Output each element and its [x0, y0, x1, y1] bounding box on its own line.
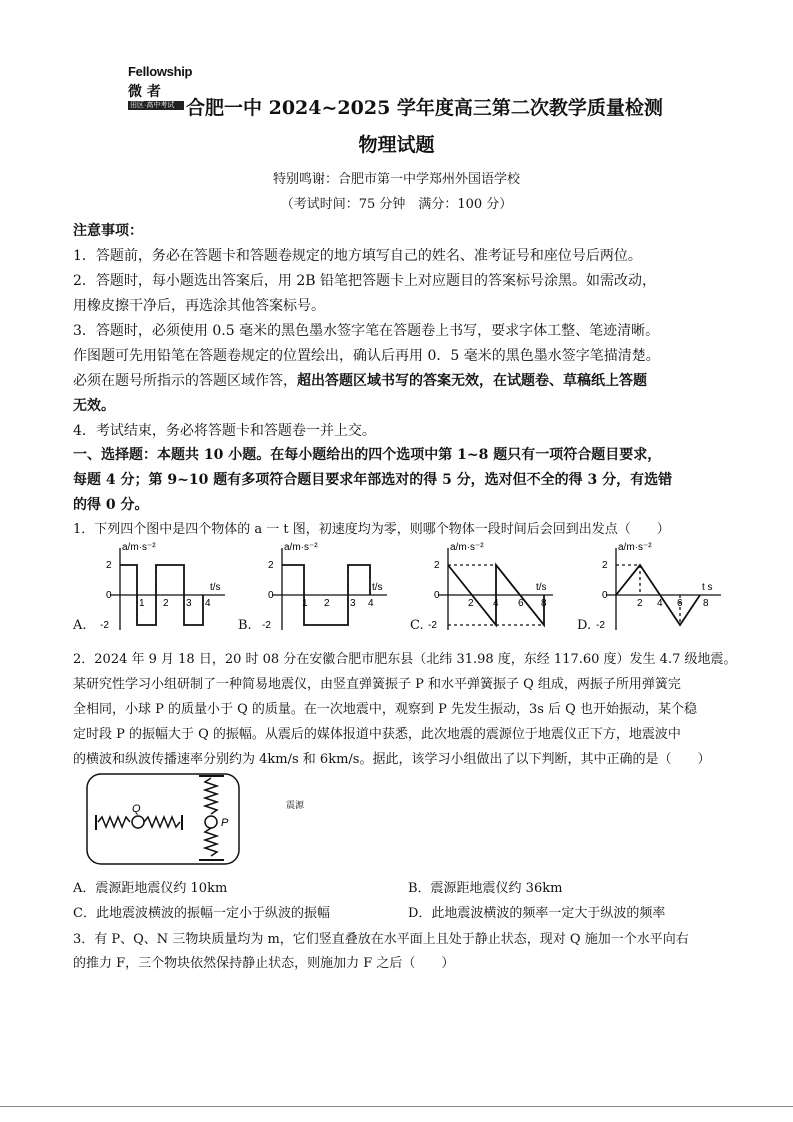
svg-text:-2: -2 — [428, 620, 437, 631]
q1-graph-a — [100, 540, 230, 635]
svg-text:t/s: t/s — [536, 582, 547, 593]
svg-text:t/s: t/s — [372, 582, 383, 593]
svg-text:3: 3 — [350, 598, 356, 609]
q2-line-4: 定时段 P 的振幅大于 Q 的振幅。从震后的媒体报道中获悉，此次地震的震源位于地震仪正下方，地震波中 — [73, 727, 681, 742]
svg-text:8: 8 — [541, 598, 547, 609]
notice-line-1: 1．答题前，务必在答题卡和答题卷规定的地方填写自己的姓名、准考证号和座位号后两位。 — [73, 248, 642, 264]
svg-text:-2: -2 — [100, 620, 109, 631]
section1-line-3: 的得 0 分。 — [73, 497, 149, 513]
notice-line-3d: 无效。 — [73, 398, 115, 414]
svg-text:0: 0 — [434, 590, 440, 601]
page-bottom-rule — [0, 1106, 793, 1107]
svg-text:4: 4 — [657, 598, 663, 609]
logo-word: Fellowship — [128, 64, 193, 79]
svg-text:a/m·s⁻²: a/m·s⁻² — [284, 542, 318, 553]
notice-line-3b: 作图题可先用铅笔在答题卷规定的位置绘出，确认后再用 0．5 毫米的黑色墨水签字笔描清楚。 — [73, 348, 660, 364]
section1-line-1: 一、选择题：本题共 10 小题。在每小题给出的四个选项中第 1~8 题只有一项符合题目要求， — [73, 447, 662, 463]
section1-line-2: 每题 4 分；第 9~10 题有多项符合题目要求年部选对的得 5 分，选对但不全的得 3 分，有选错 — [73, 472, 673, 488]
logo-mark: 微 者 — [128, 84, 161, 100]
q2-line-2: 某研究性学习小组研制了一种简易地震仪，由竖直弹簧振子 P 和水平弹簧振子 Q 组成，两振子所用弹簧完 — [73, 677, 681, 692]
q2-option-a: A．震源距地震仪约 10km — [73, 881, 228, 896]
q2-option-d: D．此地震波横波的频率一定大于纵波的频率 — [408, 906, 666, 921]
q3-line-1: 3．有 P、Q、N 三物块质量均为 m，它们竖直叠放在水平面上且处于静止状态，现对 Q 施加一个水平向右 — [73, 932, 689, 947]
notice-heading: 注意事项： — [73, 223, 143, 239]
q2-line-3: 全相同，小球 P 的质量小于 Q 的质量。在一次地震中，观察到 P 先发生振动，3s 后 Q 也开始振动，某个稳 — [73, 702, 697, 717]
page-title: 合肥一中 2024~2025 学年度高三第二次教学质量检测 — [186, 97, 663, 119]
notice-line-3a: 3．答题时，必须使用 0.5 毫米的黑色墨水签字笔在答题卷上书写，要求字体工整、笔迹清晰。 — [73, 323, 660, 339]
svg-text:1: 1 — [139, 598, 145, 609]
svg-text:4: 4 — [368, 598, 374, 609]
svg-text:4: 4 — [493, 598, 499, 609]
q1-graph-d — [596, 540, 726, 635]
svg-text:8: 8 — [703, 598, 709, 609]
label-q: Q — [132, 803, 141, 815]
notice-line-3c — [73, 370, 647, 390]
notice-line-2b: 用橡皮擦干净后，再选涂其他答案标号。 — [73, 298, 325, 314]
q1-graph-b — [262, 540, 392, 635]
q1-option-d-label: D. — [577, 618, 592, 633]
exam-info: （考试时间：75 分钟 满分：100 分） — [280, 197, 513, 212]
q3-line-2: 的推力 F，三个物块依然保持静止状态，则施加力 F 之后（ ） — [73, 956, 455, 971]
notice-line-4: 4．考试结束，务必将答题卡和答题卷一并上交。 — [73, 423, 376, 439]
svg-text:4: 4 — [205, 598, 211, 609]
page-subtitle: 物理试题 — [358, 134, 435, 156]
svg-text:0: 0 — [268, 590, 274, 601]
svg-text:3: 3 — [186, 598, 192, 609]
svg-text:2: 2 — [106, 560, 112, 571]
svg-text:a/m·s⁻²: a/m·s⁻² — [450, 542, 484, 553]
q2-line-5: 的横波和纵波传播速率分别约为 4km/s 和 6km/s。据此，该学习小组做出了以下判断，其中正确的是（ ） — [73, 752, 711, 767]
svg-text:0: 0 — [106, 590, 112, 601]
logo-bar: 田区·高中考试 — [128, 101, 184, 110]
svg-text:t s: t s — [702, 582, 713, 593]
q2-option-c: C．此地震波横波的振幅一定小于纵波的振幅 — [73, 906, 330, 921]
svg-text:6: 6 — [518, 598, 524, 609]
thanks-line: 特别鸣谢：合肥市第一中学郑州外国语学校 — [272, 172, 520, 187]
svg-text:2: 2 — [637, 598, 643, 609]
svg-text:1: 1 — [302, 598, 308, 609]
q1-option-c-label: C. — [410, 618, 424, 633]
q2-source-label: 震源 — [286, 801, 305, 811]
svg-text:-2: -2 — [262, 620, 271, 631]
svg-text:2: 2 — [468, 598, 474, 609]
label-p: P — [221, 817, 229, 829]
svg-text:-2: -2 — [596, 620, 605, 631]
svg-text:2: 2 — [163, 598, 169, 609]
q1-stem: 1．下列四个图中是四个物体的 a 一 t 图，初速度均为零，则哪个物体一段时间后会回到出发点（ ） — [73, 522, 670, 537]
notice-line-2a: 2．答题时，每小题选出答案后，用 2B 铅笔把答题卡上对应题目的答案标号涂黑。如需改动， — [73, 273, 657, 289]
q1-option-b-label: B. — [238, 618, 252, 633]
notice-line-3c-normal: 必须在题号所指示的答题区域作答， — [73, 373, 297, 389]
q1-option-a-label: A. — [73, 618, 87, 633]
svg-text:2: 2 — [434, 560, 440, 571]
svg-text:0: 0 — [602, 590, 608, 601]
q2-seismometer-figure — [84, 770, 244, 870]
q2-option-b: B．震源距地震仪约 36km — [408, 881, 563, 896]
svg-text:6: 6 — [677, 598, 683, 609]
logo — [128, 64, 193, 110]
q2-line-1: 2．2024 年 9 月 18 日，20 时 08 分在安徽合肥市肥东县（北纬 31.98 度，东经 117.60 度）发生 4.7 级地震。 — [73, 652, 737, 667]
x-axis-label: t/s — [210, 582, 221, 593]
svg-text:2: 2 — [324, 598, 330, 609]
svg-text:a/m·s⁻²: a/m·s⁻² — [618, 542, 652, 553]
q1-graph-c — [428, 540, 558, 635]
notice-line-3c-bold: 超出答题区域书写的答案无效，在试题卷、草稿纸上答题 — [297, 373, 647, 389]
y-axis-label: a/m·s⁻² — [122, 542, 156, 553]
svg-text:2: 2 — [602, 560, 608, 571]
svg-text:2: 2 — [268, 560, 274, 571]
